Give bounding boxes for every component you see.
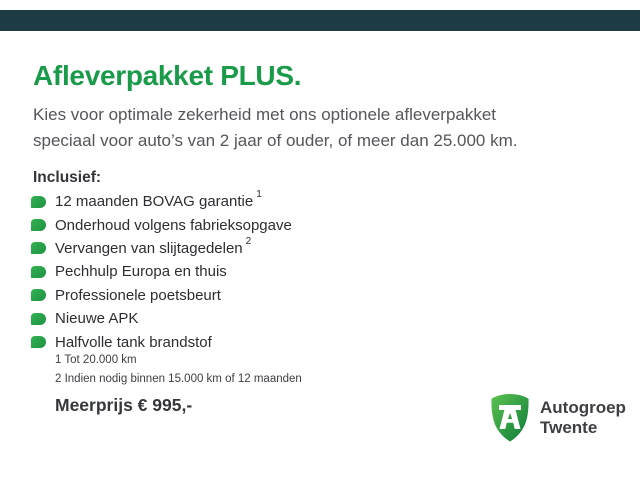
list-item-label: 12 maanden BOVAG garantie $^1$ xyxy=(55,189,262,211)
logo-wordmark xyxy=(540,398,626,439)
footnotes xyxy=(55,351,302,389)
list-item xyxy=(31,190,451,213)
footnote-ref: 2 xyxy=(245,235,252,247)
list-item xyxy=(31,260,451,283)
list-item-label: Professionele poetsbeurt xyxy=(55,286,221,304)
list-item-label: Onderhoud volgens fabrieksopgave xyxy=(55,216,292,234)
logo-line-1: Autogroep xyxy=(540,397,626,417)
list-item-label: Vervangen van slijtagedelen $^2$ xyxy=(55,235,252,257)
page-title: Afleverpakket PLUS. xyxy=(33,60,302,91)
intro-line-1: Kies voor optimale zekerheid met ons optionele afleverpakket xyxy=(33,105,497,124)
price-label: Meerprijs € 995,- xyxy=(55,395,193,415)
list-item xyxy=(31,307,451,330)
list-item xyxy=(31,284,451,307)
top-divider-bar xyxy=(0,10,640,31)
list-item-label: Nieuwe APK xyxy=(55,310,139,328)
footnote-1: 1 Tot 20.000 km xyxy=(55,354,137,366)
leaf-bullet-icon xyxy=(31,196,46,208)
list-item xyxy=(31,213,451,236)
logo-line-2: Twente xyxy=(540,418,598,437)
footnote-2: 2 Indien nodig binnen 15.000 km of 12 maanden xyxy=(55,373,302,385)
autogroep-twente-logo xyxy=(487,392,626,444)
leaf-bullet-icon xyxy=(31,313,46,325)
leaf-bullet-icon xyxy=(31,219,46,231)
list-item xyxy=(31,237,451,260)
shield-a-icon xyxy=(487,392,533,444)
footnote-ref: 1 xyxy=(256,189,262,201)
included-heading: Inclusief: xyxy=(33,169,102,186)
intro-paragraph xyxy=(33,102,593,154)
leaf-bullet-icon xyxy=(31,289,46,301)
included-items-list xyxy=(31,190,451,354)
leaf-bullet-icon xyxy=(31,336,46,348)
leaf-bullet-icon xyxy=(31,242,46,254)
list-item-label: Pechhulp Europa en thuis xyxy=(55,263,227,281)
intro-line-2: speciaal voor auto’s van 2 jaar of ouder, of meer dan 25.000 km. xyxy=(33,131,518,150)
leaf-bullet-icon xyxy=(31,266,46,278)
list-item-label: Halfvolle tank brandstof xyxy=(55,333,212,351)
